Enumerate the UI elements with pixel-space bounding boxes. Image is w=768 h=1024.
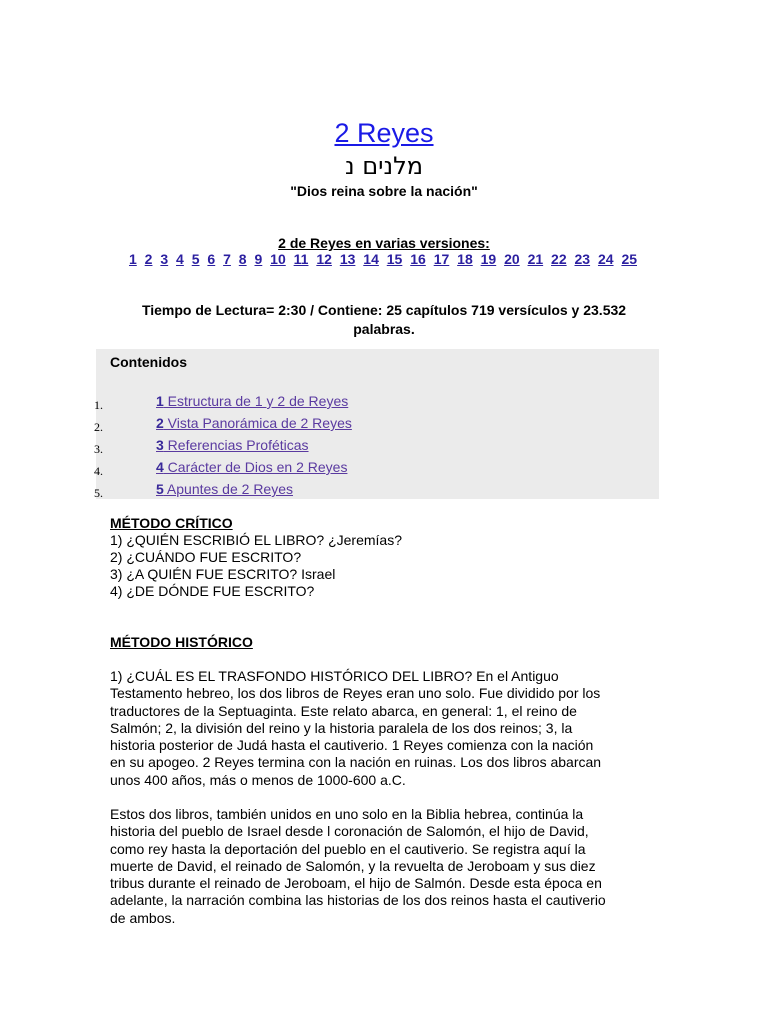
toc-link-number: 5	[156, 481, 164, 497]
subtitle: "Dios reina sobre la nación"	[290, 183, 478, 199]
hebrew-title: מלנים נ	[344, 152, 424, 180]
chapter-link-7[interactable]: 7	[223, 251, 231, 267]
chapter-link-18[interactable]: 18	[457, 251, 473, 267]
paragraph-line: adelante, la narración combina las historias de los dos reinos hasta el cautiverio	[110, 892, 606, 909]
chapter-link-21[interactable]: 21	[527, 251, 544, 267]
toc-link[interactable]	[156, 393, 348, 409]
toc-item	[96, 437, 659, 459]
paragraph-line: muerte de David, el reinado de Salomón, y la revuelta de Jeroboam y sus diez	[110, 857, 596, 874]
chapter-link-3[interactable]: 3	[160, 251, 169, 267]
chapter-link-19[interactable]: 19	[480, 251, 497, 267]
paragraph-line: unos 400 años, más o menos de 1000-600 a.C.	[110, 771, 406, 788]
toc-item	[96, 393, 659, 415]
question-line: 1) ¿QUIÉN ESCRIBIÓ EL LIBRO? ¿Jeremías?	[110, 532, 403, 548]
title-link[interactable]: 2 Reyes	[334, 118, 434, 148]
chapter-link-13[interactable]: 13	[339, 251, 356, 267]
toc-item	[96, 481, 659, 503]
toc-marker: 4.	[94, 464, 103, 478]
toc-marker: 3.	[94, 442, 103, 456]
toc-link[interactable]	[156, 459, 347, 475]
chapter-link-2[interactable]: 2	[144, 251, 153, 267]
toc-link-label: Estructura de 1 y 2 de Reyes	[163, 393, 349, 409]
toc-link-label: Vista Panorámica de 2 Reyes	[163, 415, 352, 431]
chapter-link-4[interactable]: 4	[176, 251, 184, 267]
toc-link[interactable]	[156, 481, 293, 497]
chapter-link-9[interactable]: 9	[254, 251, 263, 267]
paragraph-line: Estos dos libros, también unidos en uno solo en la Biblia hebrea, continúa la	[110, 806, 584, 822]
chapter-links	[100, 251, 666, 268]
toc-link-number: 4	[156, 459, 164, 475]
paragraph-line: de ambos.	[110, 909, 176, 926]
question-line: 3) ¿A QUIÉN FUE ESCRITO? Israel	[110, 566, 336, 582]
toc-link-number: 3	[156, 437, 164, 453]
chapter-link-12[interactable]: 12	[316, 251, 332, 267]
chapter-link-17[interactable]: 17	[433, 251, 450, 267]
paragraph-line: en su apogeo. 2 Reyes termina con la nación en ruinas. Los dos libros abarcan	[110, 754, 602, 771]
chapter-link-8[interactable]: 8	[238, 251, 247, 267]
toc-link[interactable]	[156, 437, 309, 453]
toc-link-label: Carácter de Dios en 2 Reyes	[163, 459, 348, 475]
chapter-link-16[interactable]: 16	[410, 251, 426, 267]
chapter-link-20[interactable]: 20	[504, 251, 520, 267]
paragraph-line: historia del pueblo de Israel desde l coronación de Salomón, el hijo de David,	[110, 823, 589, 840]
toc-marker: 5.	[94, 486, 103, 500]
chapter-link-11[interactable]: 11	[293, 251, 309, 267]
table-of-contents	[96, 349, 659, 499]
chapter-link-25[interactable]: 25	[621, 251, 638, 267]
chapter-link-23[interactable]: 23	[574, 251, 591, 267]
toc-link-label: Apuntes de 2 Reyes	[163, 481, 293, 497]
toc-item	[96, 415, 659, 437]
toc-link-label: Referencias Proféticas	[163, 437, 309, 453]
toc-marker: 2.	[94, 420, 103, 434]
chapter-link-22[interactable]: 22	[551, 251, 567, 267]
paragraph-line: Testamento hebreo, los dos libros de Reyes eran uno solo. Fue dividido por los	[110, 685, 601, 702]
chapter-link-5[interactable]: 5	[191, 251, 200, 267]
toc-link-number: 2	[156, 415, 164, 431]
versions-label: 2 de Reyes en varias versiones:	[278, 235, 490, 251]
paragraph-line: historia posterior de Judá hasta el cautiverio. 1 Reyes comienza con la nación	[110, 737, 594, 754]
chapter-link-24[interactable]: 24	[597, 251, 614, 267]
question-line: 2) ¿CUÁNDO FUE ESCRITO?	[110, 549, 302, 565]
toc-link[interactable]	[156, 415, 352, 431]
section-heading-critico: MÉTODO CRÍTICO	[110, 515, 233, 531]
toc-item	[96, 459, 659, 481]
historico-paragraph-1	[110, 668, 662, 789]
reading-time-line: palabras.	[353, 321, 415, 337]
historico-paragraph-2	[110, 806, 662, 927]
paragraph-line: tribus durante el reinado de Jeroboam, el hijo de Salmón. Desde esta época en	[110, 875, 602, 892]
chapter-link-1[interactable]: 1	[128, 251, 137, 267]
chapter-link-15[interactable]: 15	[386, 251, 403, 267]
question-line: 4) ¿DE DÓNDE FUE ESCRITO?	[110, 583, 315, 599]
toc-link-number: 1	[156, 393, 164, 409]
chapter-link-6[interactable]: 6	[207, 251, 216, 267]
page-title	[0, 118, 768, 149]
critico-questions	[110, 532, 660, 600]
section-heading-historico: MÉTODO HISTÓRICO	[110, 634, 253, 650]
toc-marker: 1.	[94, 398, 103, 412]
chapter-link-10[interactable]: 10	[270, 251, 286, 267]
chapter-link-14[interactable]: 14	[363, 251, 379, 267]
reading-time	[110, 301, 658, 339]
paragraph-line: 1) ¿CUÁL ES EL TRASFONDO HISTÓRICO DEL LIBRO? En el Antiguo	[110, 668, 559, 684]
paragraph-line: traductores de la Septuaginta. Este relato abarca, en general: 1, el reino de	[110, 702, 577, 719]
toc-title: Contenidos	[110, 354, 187, 370]
paragraph-line: como rey hasta la deportación del pueblo en el cautiverio. Se registra aquí la	[110, 840, 586, 857]
paragraph-line: Salmón; 2, la división del reino y la historia paralela de los dos reinos; 3, la	[110, 719, 573, 736]
reading-time-line: Tiempo de Lectura= 2:30 / Contiene: 25 capítulos 719 versículos y 23.532	[141, 302, 627, 318]
